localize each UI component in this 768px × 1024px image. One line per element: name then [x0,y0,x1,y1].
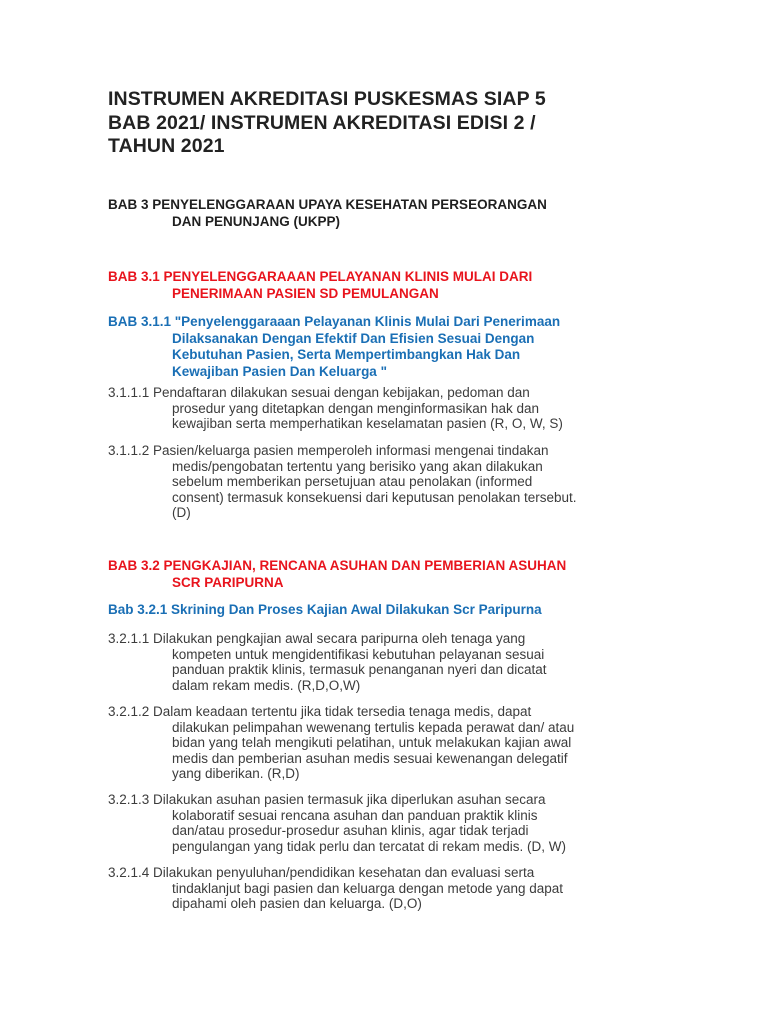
item-3-2-1-3-line-1: 3.2.1.3 Dilakukan asuhan pasien termasuk jika diperlukan asuhan secara [108,792,546,807]
item-3-1-1-2-line-1: 3.1.1.2 Pasien/keluarga pasien memperoleh informasi mengenai tindakan [108,443,549,458]
item-3-2-1-3 [108,792,638,854]
item-3-2-1-1 [108,631,638,693]
bab-3-1-1-heading-line-1: BAB 3.1.1 "Penyelenggaraaan Pelayanan Klinis Mulai Dari Penerimaan [108,314,561,329]
item-3-2-1-4 [108,865,638,912]
bab-3-2-1-heading [108,602,648,619]
bab-3-heading-line-2: DAN PENUNJANG (UKPP) [172,213,341,229]
bab-3-2-heading-line-2: SCR PARIPURNA [172,574,284,590]
bab-3-2-1-heading-line-1: Bab 3.2.1 Skrining Dan Proses Kajian Awal Dilakukan Scr Paripurna [108,602,542,617]
item-3-1-1-2-line-5: (D) [172,505,191,520]
bab-3-1-heading [108,269,648,302]
item-3-1-1-1-line-1: 3.1.1.1 Pendaftaran dilakukan sesuai dengan kebijakan, pedoman dan [108,385,530,400]
bab-3-1-heading-line-2: PENERIMAAN PASIEN SD PEMULANGAN [172,285,439,301]
item-3-2-1-1-line-4: dalam rekam medis. (R,D,O,W) [172,677,361,693]
bab-3-1-1-heading [108,314,648,380]
item-3-2-1-2-line-5: yang diberikan. (R,D) [172,766,300,781]
title-line-3: TAHUN 2021 [108,135,225,157]
bab-3-1-1-heading-line-2: Dilaksanakan Dengan Efektif Dan Efisien Sesuai Dengan [172,330,535,346]
item-3-2-1-1-line-3: panduan praktik klinis, termasuk penanganan nyeri dan dicatat [172,662,547,677]
title-line-2: BAB 2021/ INSTRUMEN AKREDITASI EDISI 2 / [108,111,536,134]
item-3-2-1-4-line-3: dipahami oleh pasien dan keluarga. (D,O) [172,896,422,911]
item-3-1-1-2-line-4: consent) termasuk konsekuensi dari keputusan penolakan tersebut. [172,489,577,505]
item-3-2-1-4-line-2: tindaklanjut bagi pasien dan keluarga dengan metode yang dapat [172,880,564,896]
item-3-1-1-1 [108,385,638,432]
bab-3-heading [108,197,668,230]
item-3-1-1-2 [108,443,638,521]
bab-3-2-heading-line-1: BAB 3.2 PENGKAJIAN, RENCANA ASUHAN DAN PEMBERIAN ASUHAN [108,558,567,573]
item-3-2-1-3-line-2: kolaboratif sesuai rencana asuhan dan panduan praktik klinis [172,807,538,823]
item-3-1-1-2-line-3: sebelum memberikan persetujuan atau penolakan (informed [172,474,533,489]
bab-3-1-1-heading-line-4: Kewajiban Pasien Dan Keluarga " [172,363,387,379]
item-3-1-1-1-line-2: prosedur yang ditetapkan dengan menginformasikan hak dan [172,400,539,416]
item-3-2-1-1-line-2: kompeten untuk mengidentifikasi kebutuhan pelayanan sesuai [172,646,545,662]
item-3-2-1-2-line-1: 3.2.1.2 Dalam keadaan tertentu jika tidak tersedia tenaga medis, dapat [108,704,532,719]
item-3-1-1-1-line-3: kewajiban serta memperhatikan keselamatan pasien (R, O, W, S) [172,416,563,431]
item-3-2-1-2-line-3: bidan yang telah mengikuti pelatihan, untuk melakukan kajian awal [172,735,572,750]
item-3-2-1-4-line-1: 3.2.1.4 Dilakukan penyuluhan/pendidikan kesehatan dan evaluasi serta [108,865,535,880]
item-3-2-1-2-line-4: medis dan pemberian asuhan medis sesuai kewenangan delegatif [172,750,568,766]
item-3-2-1-1-line-1: 3.2.1.1 Dilakukan pengkajian awal secara paripurna oleh tenaga yang [108,631,526,646]
bab-3-1-1-heading-line-3: Kebutuhan Pasien, Serta Mempertimbangkan Hak Dan [172,347,521,362]
item-3-2-1-3-line-4: pengulangan yang tidak perlu dan tercatat di rekam medis. (D, W) [172,838,566,854]
bab-3-1-heading-line-1: BAB 3.1 PENYELENGGARAAAN PELAYANAN KLINIS MULAI DARI [108,269,533,284]
bab-3-heading-line-1: BAB 3 PENYELENGGARAAN UPAYA KESEHATAN PERSEORANGAN [108,197,547,212]
item-3-2-1-3-line-3: dan/atau prosedur-prosedur asuhan klinis, agar tidak terjadi [172,823,529,838]
item-3-2-1-2-line-2: dilakukan pelimpahan wewenang tertulis kepada perawat dan/ atau [172,719,575,735]
bab-3-2-heading [108,558,648,591]
title-line-1: INSTRUMEN AKREDITASI PUSKESMAS SIAP 5 [108,88,546,110]
item-3-1-1-2-line-2: medis/pengobatan tertentu yang berisiko yang akan dilakukan [172,458,543,474]
document-title [108,88,648,159]
item-3-2-1-2 [108,704,638,782]
